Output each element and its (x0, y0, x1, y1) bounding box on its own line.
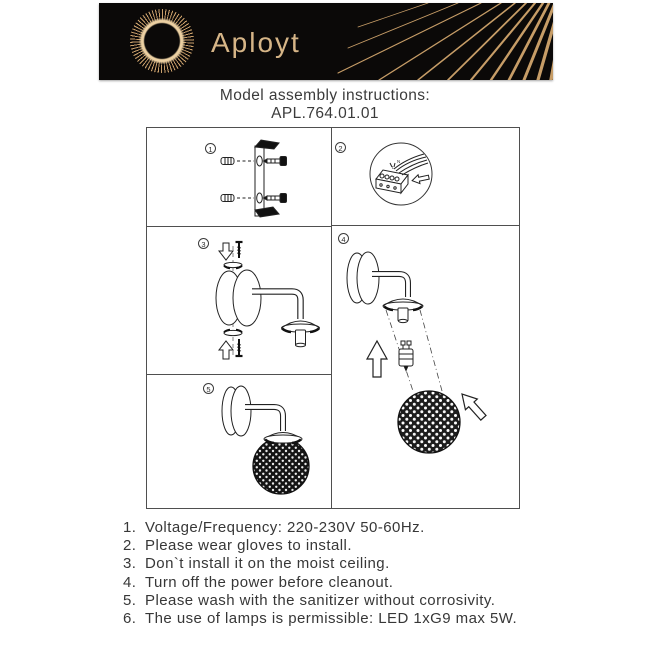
instruction-text: Voltage/Frequency: 220-230V 50-60Hz. (145, 519, 425, 536)
step-2-wiring-diagram-icon (336, 133, 516, 228)
instruction-number: 1. (123, 519, 137, 536)
instruction-text: The use of lamps is permissible: LED 1xG9 max 5W. (145, 610, 518, 628)
instruction-item-4 (123, 574, 553, 592)
instruction-item-6 (123, 610, 553, 628)
wire-label-n: N (397, 159, 401, 164)
brand-name: Aployt (211, 27, 301, 58)
instruction-number: 5. (123, 591, 137, 609)
instruction-item-1 (123, 519, 553, 537)
instruction-number: 2. (123, 537, 137, 555)
instruction-text: Don`t install it on the moist ceiling. (145, 555, 390, 573)
step-5-number: 5 (203, 383, 214, 394)
step-3-backplate-diagram-icon (206, 238, 326, 373)
page-title: Model assembly instructions: (219, 87, 431, 104)
instruction-item-3 (123, 555, 553, 573)
model-code: APL.764.01.01 (271, 105, 379, 122)
step-3-number: 3 (198, 238, 209, 249)
panel-vertical-divider (331, 128, 332, 508)
step-2-number: 2 (335, 142, 346, 153)
gold-rays-decoration-icon (99, 3, 553, 80)
assembly-diagram-panel (146, 127, 520, 509)
instruction-item-5 (123, 592, 553, 610)
instruction-number: 3. (123, 555, 137, 573)
step-1-number: 1 (205, 143, 216, 154)
step-1-bracket-diagram-icon (191, 136, 311, 221)
step-4-number: 4 (338, 233, 349, 244)
step-4-bulb-shade-diagram-icon (341, 241, 496, 503)
panel-divider-left-1 (147, 226, 331, 227)
instruction-number: 6. (123, 610, 137, 628)
instruction-item-2 (123, 537, 553, 555)
instruction-text: Please wash with the sanitizer without corrosivity. (145, 591, 496, 609)
instruction-text: Please wear gloves to install. (145, 537, 352, 555)
instruction-number: 4. (123, 573, 137, 591)
wire-label-l: L (392, 165, 395, 170)
panel-divider-left-2 (147, 374, 331, 375)
brand-banner (99, 3, 553, 80)
instructions-list (123, 519, 553, 628)
instruction-text: Turn off the power before cleanout. (145, 573, 394, 591)
step-5-finished-lamp-diagram-icon (216, 381, 326, 506)
